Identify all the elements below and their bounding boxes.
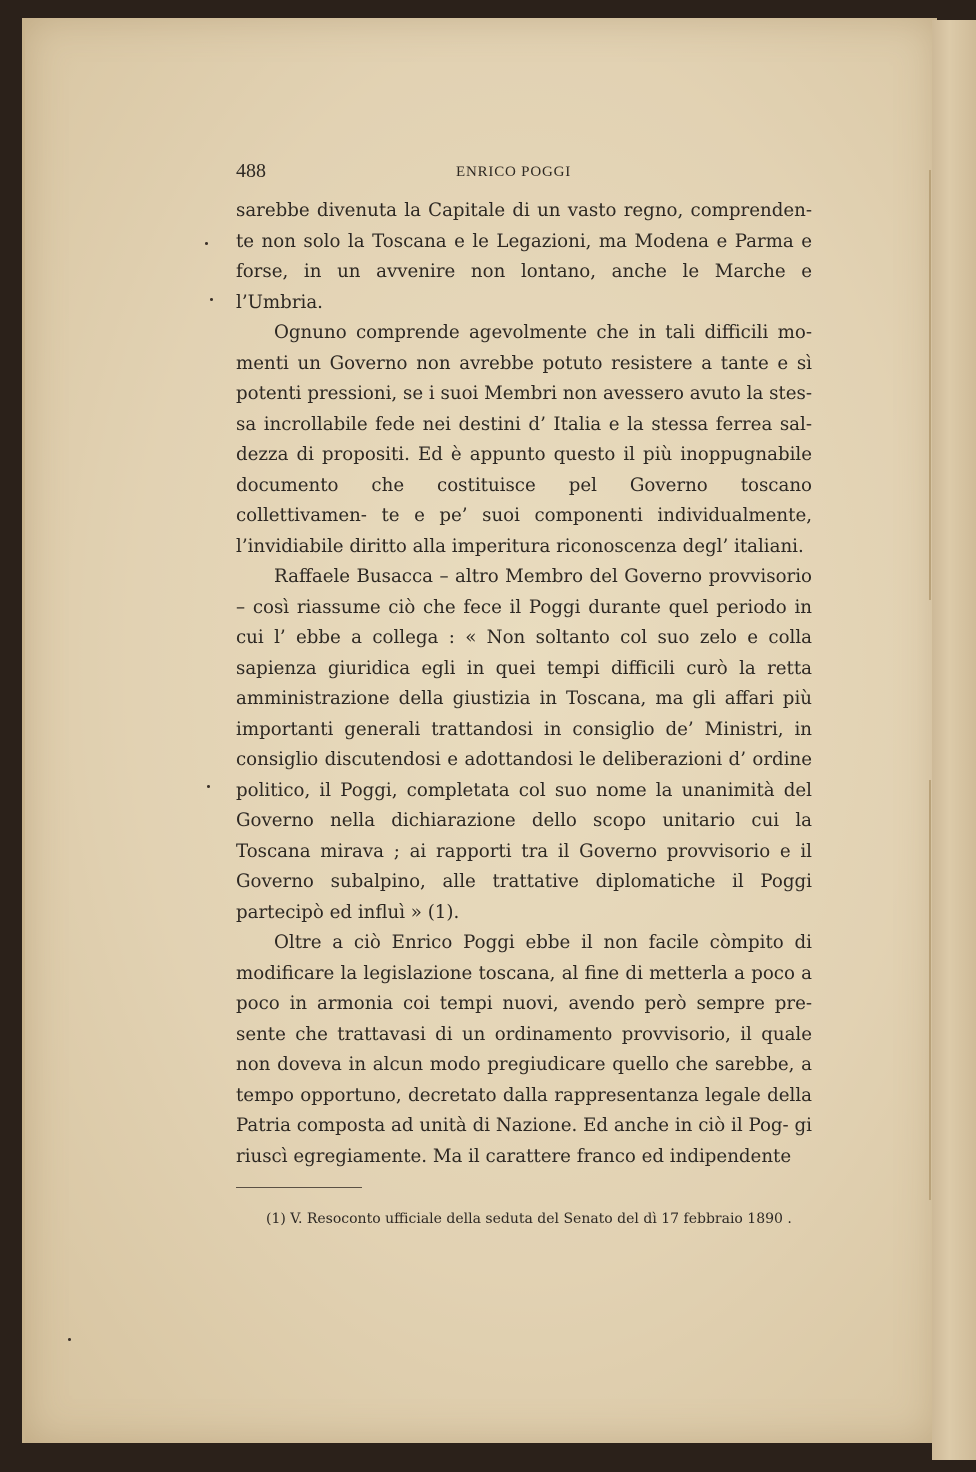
- paragraph-3: Raffaele Busacca – altro Membro del Governo provvisorio – così riassume ciò che fece il Poggi durante quel periodo in cui l’ ebbe a collega : « Non soltanto col suo zelo e colla sapienza giuridica egli in quei tempi difficili curò la retta amministrazione della giustizia in Toscana, ma gli affari più importanti generali trattandosi in consiglio de’ Ministri, in consiglio discutendosi e adottandosi le deliberazioni d’ ordine politico, il Poggi, completata col suo nome la unanimità del Governo nella dichiarazione dello scopo unitario cui la Toscana mirava ; ai rapporti tra il Governo provvisorio e il Governo subalpino, alle trattative diplomatiche il Poggi partecipò ed influì » (1).: [236, 566, 812, 923]
- ink-speck: [205, 242, 208, 245]
- edge-shadow-line: [929, 780, 931, 1200]
- paragraph-2: Ognuno comprende agevolmente che in tali difficili mo- menti un Governo non avrebbe potuto resistere a tante e sì potenti pressioni, se i suoi Membri non avessero avuto la stes- sa incrollabile fede nei destini d’ Italia e la stessa ferrea sal- dezza di propositi. Ed è appunto questo il più inoppugnabile documento che costituisce pel Governo toscano collettivamen- te e pe’ suoi componenti individualmente, l’invidiabile diritto alla imperitura riconoscenza degl’ italiani.: [236, 322, 812, 557]
- paragraph-1: sarebbe divenuta la Capitale di un vasto regno, comprenden- te non solo la Toscana e le Legazioni, ma Modena e Parma e forse, in un avvenire non lontano, anche le Marche e l’Umbria.: [236, 200, 812, 313]
- facing-page-edge: [932, 20, 976, 1460]
- page-number: 488: [236, 160, 266, 182]
- footnote: (1) V. Resoconto ufficiale della seduta del Senato del dì 17 febbraio 1890 .: [266, 1211, 792, 1227]
- ink-speck: [68, 1338, 71, 1341]
- body-text: [236, 196, 812, 1172]
- ink-speck: [210, 298, 213, 301]
- running-title: ENRICO POGGI: [456, 164, 572, 180]
- footnote-rule: [236, 1187, 362, 1188]
- paragraph-4: Oltre a ciò Enrico Poggi ebbe il non facile còmpito di modificare la legislazione toscana, al fine di metterla a poco a poco in armonia coi tempi nuovi, avendo però sempre pre- sente che trattavasi di un ordinamento provvisorio, il quale non doveva in alcun modo pregiudicare quello che sarebbe, a tempo opportuno, decretato dalla rappresentanza legale della Patria composta ad unità di Nazione. Ed anche in ciò il Pog- gi riuscì egregiamente. Ma il carattere franco ed indipendente: [236, 932, 812, 1167]
- edge-shadow-line: [929, 170, 931, 600]
- running-head: [236, 160, 810, 186]
- ink-speck: [207, 785, 210, 788]
